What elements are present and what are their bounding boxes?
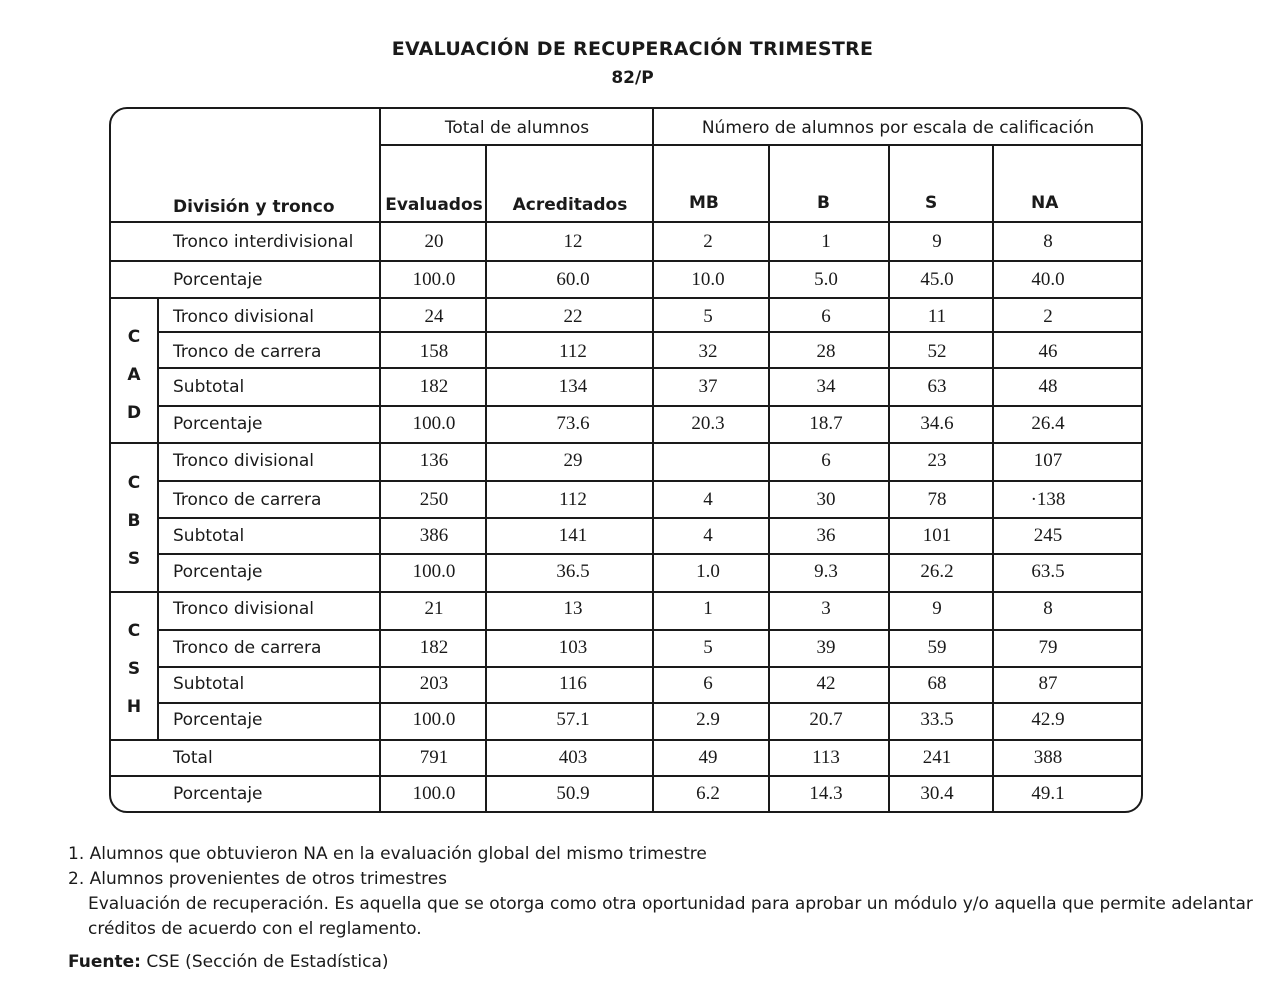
row-rule [111, 260, 1143, 262]
header-group-total: Total de alumnos [444, 118, 590, 138]
table-cell: 158 [419, 341, 449, 362]
row-label: Tronco divisional [173, 307, 315, 327]
row-rule [157, 367, 1143, 369]
table-cell: 24 [424, 306, 444, 327]
row-label: Total [173, 748, 213, 768]
table-cell: 5.0 [814, 269, 838, 290]
row-rule [157, 480, 1143, 482]
footnotes [68, 842, 1253, 942]
table-cell: 20 [424, 231, 444, 252]
table-cell: 57.1 [556, 709, 590, 730]
row-label: Porcentaje [173, 710, 263, 730]
document-subtitle: 82/P [611, 68, 654, 88]
table-cell: 10.0 [691, 269, 725, 290]
table-cell: 116 [559, 673, 587, 694]
table-cell: 33.5 [920, 709, 954, 730]
table-cell: 388 [1033, 747, 1063, 768]
table-cell: 52 [927, 341, 947, 362]
table-cell: 49 [698, 747, 718, 768]
row-label: Porcentaje [173, 784, 263, 804]
row-label: Subtotal [173, 674, 245, 694]
table-cell: 34.6 [920, 413, 954, 434]
row-label: Tronco de carrera [173, 490, 322, 510]
header-division: División y tronco [173, 197, 335, 217]
row-rule [157, 405, 1143, 407]
column-divider [992, 145, 994, 813]
table-cell: 113 [812, 747, 840, 768]
table-cell: 78 [927, 489, 947, 510]
table-cell: 9 [932, 598, 942, 619]
table-cell: 4 [703, 489, 713, 510]
division-letter: S [127, 549, 141, 569]
table-cell: 2 [1043, 306, 1053, 327]
source-line [68, 952, 389, 972]
column-divider [652, 109, 654, 813]
division-letter: H [126, 697, 142, 717]
header-rule [379, 144, 1143, 146]
division-column-divider [157, 297, 159, 739]
table-cell: 100.0 [412, 269, 456, 290]
header-evaluados: Evaluados [385, 195, 483, 215]
table-cell: 26.4 [1031, 413, 1065, 434]
division-letter: D [126, 403, 142, 423]
row-label: Tronco divisional [173, 599, 315, 619]
table-cell: 30.4 [920, 783, 954, 804]
table-cell: 36 [816, 525, 836, 546]
table-cell: 22 [563, 306, 583, 327]
division-letter: S [127, 659, 141, 679]
row-label: Tronco de carrera [173, 638, 322, 658]
table-cell: 13 [563, 598, 583, 619]
table-cell: 403 [558, 747, 588, 768]
table-cell: 20.7 [809, 709, 843, 730]
table-cell: 112 [559, 489, 587, 510]
footnote-2: 2. Alumnos provenientes de otros trimestres [68, 869, 448, 889]
table-cell: 134 [558, 376, 588, 397]
header-rule [111, 221, 1143, 223]
row-rule [157, 517, 1143, 519]
table-cell: 136 [419, 450, 449, 471]
row-rule [111, 775, 1143, 777]
row-label: Tronco interdivisional [173, 232, 354, 252]
table-cell: 103 [558, 637, 588, 658]
division-letter: C [127, 327, 141, 347]
table-cell: 18.7 [809, 413, 843, 434]
row-rule [157, 702, 1143, 704]
row-label: Porcentaje [173, 270, 263, 290]
row-label: Subtotal [173, 377, 245, 397]
header-na: NA [1031, 193, 1059, 213]
table-cell: 8 [1043, 598, 1053, 619]
table-cell: 386 [419, 525, 449, 546]
table-cell: 182 [419, 637, 449, 658]
table-cell: 39 [816, 637, 836, 658]
row-rule [157, 666, 1143, 668]
table-cell: 87 [1038, 673, 1058, 694]
row-label: Porcentaje [173, 414, 263, 434]
table-cell: 28 [816, 341, 836, 362]
table-cell: 6 [821, 306, 831, 327]
table-cell: 14.3 [809, 783, 843, 804]
row-rule [157, 629, 1143, 631]
definition-line-2: créditos de acuerdo con el reglamento. [88, 919, 422, 939]
document-title: EVALUACIÓN DE RECUPERACIÓN TRIMESTRE [391, 38, 874, 60]
table-cell: 2.9 [696, 709, 720, 730]
footnote-1: 1. Alumnos que obtuvieron NA en la evaluación global del mismo trimestre [68, 844, 707, 864]
table-cell: 40.0 [1031, 269, 1065, 290]
table-cell: 68 [927, 673, 947, 694]
table-cell: 203 [419, 673, 449, 694]
source-text: CSE (Sección de Estadística) [146, 952, 389, 972]
table-cell: 79 [1038, 637, 1058, 658]
table-cell: 46 [1038, 341, 1058, 362]
table-cell: 6.2 [696, 783, 720, 804]
table-cell: 5 [703, 637, 713, 658]
table-cell: 21 [424, 598, 444, 619]
table-cell: 50.9 [556, 783, 590, 804]
table-cell: 3 [821, 598, 831, 619]
table-cell: 4 [703, 525, 713, 546]
table-cell: 37 [698, 376, 718, 397]
table-cell: 6 [703, 673, 713, 694]
table-cell: 45.0 [920, 269, 954, 290]
table-cell: 112 [559, 341, 587, 362]
table-cell: 2 [703, 231, 713, 252]
table-cell: 9 [932, 231, 942, 252]
table-cell: 73.6 [556, 413, 590, 434]
table-cell: 250 [419, 489, 449, 510]
table-cell: 63 [927, 376, 947, 397]
column-divider [379, 109, 381, 813]
table-cell: 20.3 [691, 413, 725, 434]
column-divider [485, 145, 487, 813]
table-cell: 36.5 [556, 561, 590, 582]
division-letter: A [127, 365, 141, 385]
table-cell: 100.0 [412, 413, 456, 434]
division-letter: C [127, 473, 141, 493]
table-cell: 42.9 [1031, 709, 1065, 730]
table-cell: 23 [927, 450, 947, 471]
table-cell: 245 [1033, 525, 1063, 546]
table-cell: 8 [1043, 231, 1053, 252]
table-cell: 48 [1038, 376, 1058, 397]
table-cell: 101 [922, 525, 952, 546]
row-rule [111, 739, 1143, 741]
table-cell: 12 [563, 231, 583, 252]
table-cell: 9.3 [814, 561, 838, 582]
header-b: B [817, 193, 830, 213]
header-group-scale: Número de alumnos por escala de calificación [701, 118, 1095, 138]
table-cell: 1 [821, 231, 831, 252]
division-letter: B [127, 511, 141, 531]
table-cell: 59 [927, 637, 947, 658]
table-cell: 1.0 [696, 561, 720, 582]
results-table [109, 107, 1143, 813]
table-cell: 182 [419, 376, 449, 397]
table-cell: 29 [563, 450, 583, 471]
division-letter: C [127, 621, 141, 641]
table-cell: 107 [1033, 450, 1063, 471]
table-cell: 63.5 [1031, 561, 1065, 582]
row-label: Tronco de carrera [173, 342, 322, 362]
table-cell: 32 [698, 341, 718, 362]
row-rule [157, 331, 1143, 333]
row-rule [157, 553, 1143, 555]
table-cell: 1 [703, 598, 713, 619]
table-cell: 5 [703, 306, 713, 327]
source-label: Fuente: [68, 952, 141, 972]
row-rule [111, 297, 1143, 299]
table-cell: 11 [927, 306, 947, 327]
table-cell: ·138 [1030, 489, 1066, 510]
table-cell: 100.0 [412, 783, 456, 804]
table-cell: 60.0 [556, 269, 590, 290]
table-cell: 34 [816, 376, 836, 397]
row-rule [111, 591, 1143, 593]
header-mb: MB [689, 193, 719, 213]
table-cell: 49.1 [1031, 783, 1065, 804]
table-cell: 26.2 [920, 561, 954, 582]
row-label: Porcentaje [173, 562, 263, 582]
row-rule [111, 442, 1143, 444]
table-cell: 241 [922, 747, 952, 768]
table-cell: 141 [558, 525, 588, 546]
table-cell: 100.0 [412, 561, 456, 582]
header-acreditados: Acreditados [512, 195, 628, 215]
column-divider [768, 145, 770, 813]
table-cell: 30 [816, 489, 836, 510]
row-label: Tronco divisional [173, 451, 315, 471]
header-s: S [925, 193, 938, 213]
table-cell: 42 [816, 673, 836, 694]
row-label: Subtotal [173, 526, 245, 546]
table-cell: 6 [821, 450, 831, 471]
table-cell: 791 [419, 747, 449, 768]
table-cell: 100.0 [412, 709, 456, 730]
definition-line-1: Evaluación de recuperación. Es aquella que se otorga como otra oportunidad para aprobar un módulo y/o aquella que permite adelantar [88, 894, 1253, 914]
